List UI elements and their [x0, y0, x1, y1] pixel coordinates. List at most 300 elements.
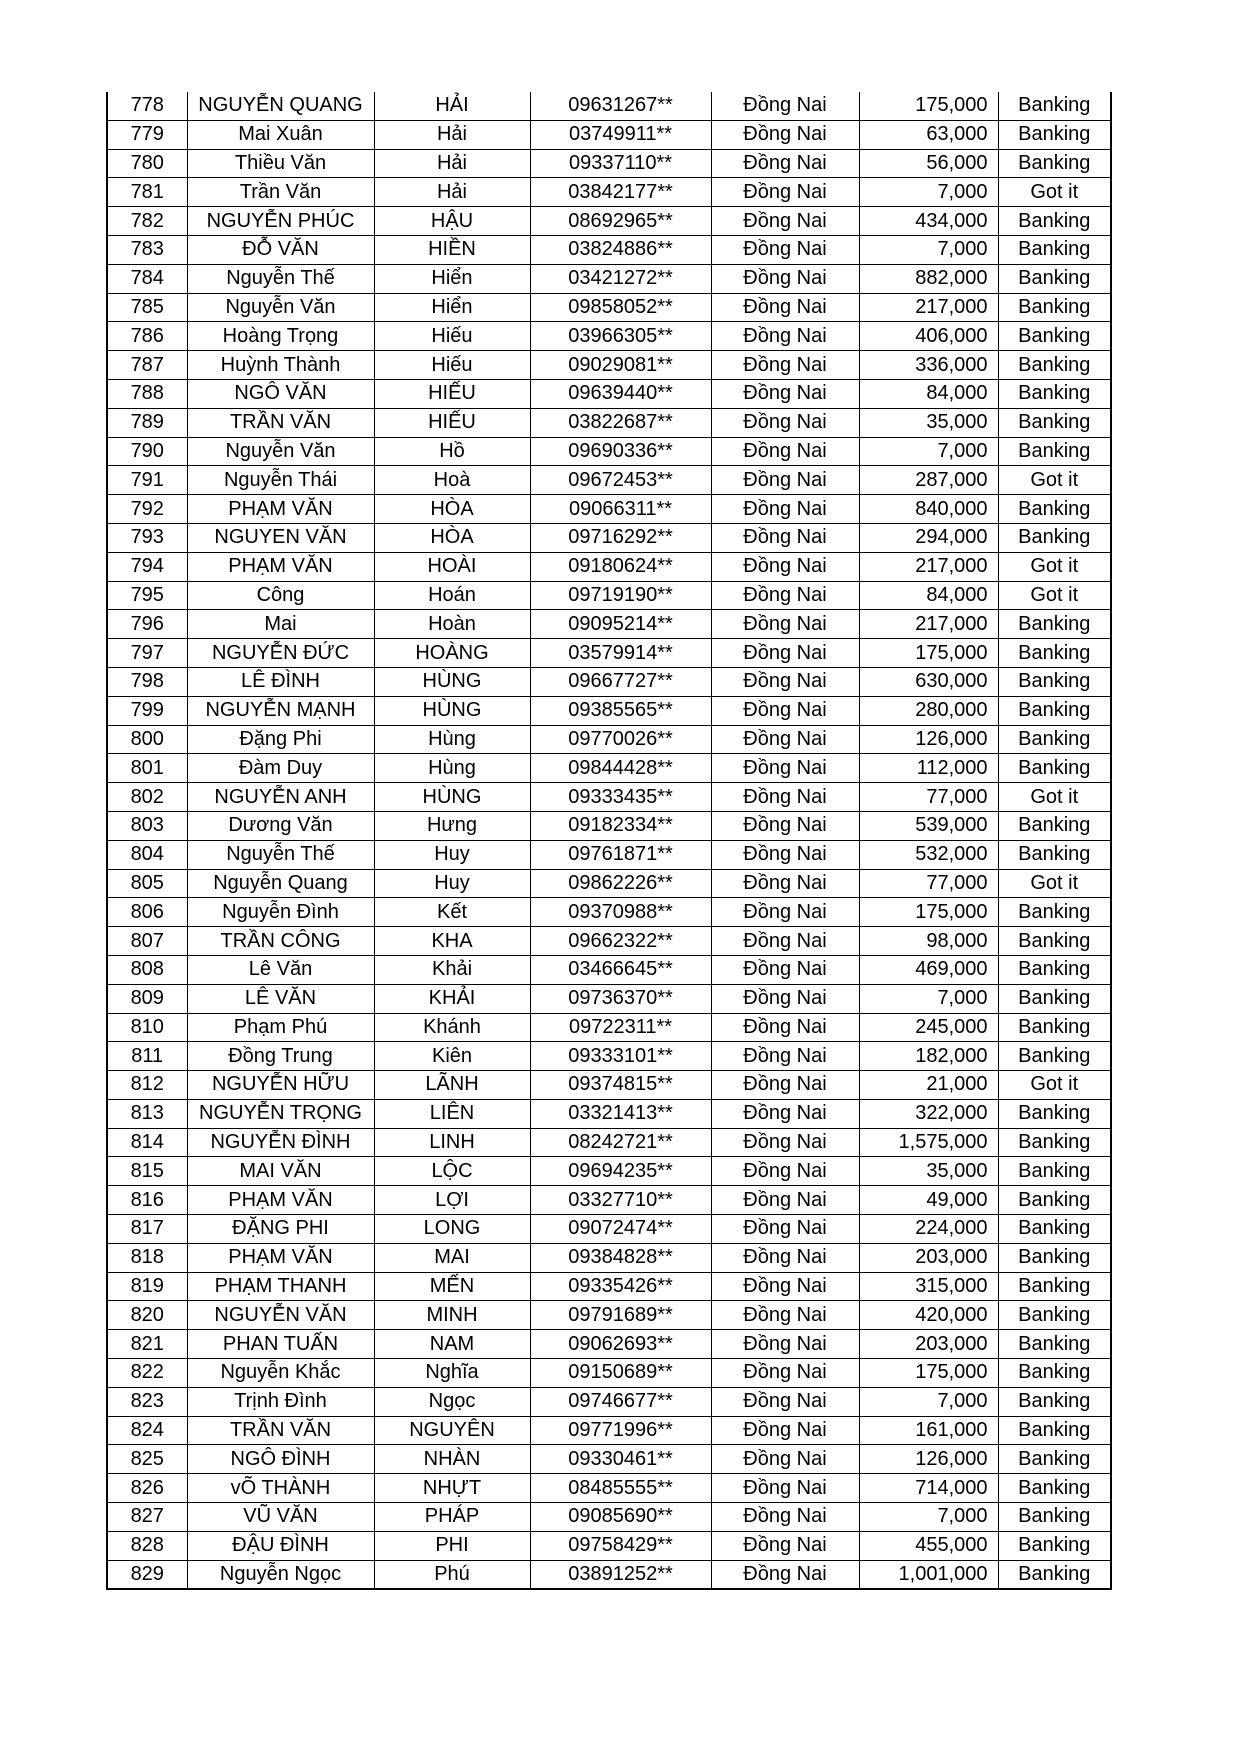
- table-row: [107, 379, 1111, 408]
- table-row: [107, 1215, 1111, 1244]
- cell-province: Đồng Nai: [711, 1416, 859, 1445]
- cell-method: Banking: [998, 322, 1111, 351]
- cell-amount: 840,000: [859, 495, 998, 524]
- cell-method: Banking: [998, 725, 1111, 754]
- cell-phone: 09662322**: [530, 927, 711, 956]
- table-row: [107, 1330, 1111, 1359]
- cell-stt: 818: [107, 1243, 187, 1272]
- cell-phone: 09722311**: [530, 1013, 711, 1042]
- cell-given-name: Huy: [374, 869, 530, 898]
- cell-phone: 09770026**: [530, 725, 711, 754]
- cell-method: Got it: [998, 783, 1111, 812]
- cell-province: Đồng Nai: [711, 351, 859, 380]
- cell-province: Đồng Nai: [711, 1215, 859, 1244]
- cell-method: Banking: [998, 437, 1111, 466]
- cell-method: Banking: [998, 1099, 1111, 1128]
- cell-stt: 798: [107, 667, 187, 696]
- table-row: [107, 610, 1111, 639]
- cell-method: Banking: [998, 984, 1111, 1013]
- cell-surname: TRẦN VĂN: [187, 1416, 374, 1445]
- cell-given-name: Khải: [374, 955, 530, 984]
- cell-surname: VŨ VĂN: [187, 1503, 374, 1532]
- cell-phone: 09384828**: [530, 1243, 711, 1272]
- table-row: [107, 811, 1111, 840]
- cell-surname: Mai Xuân: [187, 120, 374, 149]
- cell-given-name: Huy: [374, 840, 530, 869]
- cell-method: Got it: [998, 869, 1111, 898]
- cell-stt: 817: [107, 1215, 187, 1244]
- cell-stt: 808: [107, 955, 187, 984]
- cell-method: Banking: [998, 523, 1111, 552]
- cell-stt: 786: [107, 322, 187, 351]
- cell-surname: Nguyễn Văn: [187, 437, 374, 466]
- table-row: [107, 235, 1111, 264]
- cell-phone: 09694235**: [530, 1157, 711, 1186]
- table-row: [107, 1157, 1111, 1186]
- cell-method: Got it: [998, 178, 1111, 207]
- cell-amount: 1,001,000: [859, 1560, 998, 1589]
- cell-amount: 7,000: [859, 1503, 998, 1532]
- cell-stt: 820: [107, 1301, 187, 1330]
- cell-method: Banking: [998, 639, 1111, 668]
- table-row: [107, 955, 1111, 984]
- cell-surname: LÊ VĂN: [187, 984, 374, 1013]
- cell-province: Đồng Nai: [711, 264, 859, 293]
- cell-phone: 03822687**: [530, 408, 711, 437]
- cell-stt: 822: [107, 1359, 187, 1388]
- cell-province: Đồng Nai: [711, 552, 859, 581]
- cell-given-name: Hiếu: [374, 322, 530, 351]
- cell-stt: 804: [107, 840, 187, 869]
- cell-amount: 406,000: [859, 322, 998, 351]
- cell-amount: 1,575,000: [859, 1128, 998, 1157]
- cell-amount: 322,000: [859, 1099, 998, 1128]
- cell-surname: TRẦN VĂN: [187, 408, 374, 437]
- cell-phone: 08692965**: [530, 207, 711, 236]
- cell-phone: 09716292**: [530, 523, 711, 552]
- cell-phone: 09667727**: [530, 667, 711, 696]
- cell-amount: 49,000: [859, 1186, 998, 1215]
- cell-phone: 09719190**: [530, 581, 711, 610]
- cell-amount: 630,000: [859, 667, 998, 696]
- cell-province: Đồng Nai: [711, 955, 859, 984]
- cell-province: Đồng Nai: [711, 1013, 859, 1042]
- cell-phone: 09029081**: [530, 351, 711, 380]
- table-row: [107, 1272, 1111, 1301]
- cell-province: Đồng Nai: [711, 1330, 859, 1359]
- cell-method: Banking: [998, 667, 1111, 696]
- cell-phone: 09758429**: [530, 1531, 711, 1560]
- cell-province: Đồng Nai: [711, 1531, 859, 1560]
- cell-surname: ĐỖ VĂN: [187, 235, 374, 264]
- cell-given-name: Kiên: [374, 1042, 530, 1071]
- cell-method: Banking: [998, 955, 1111, 984]
- cell-given-name: NAM: [374, 1330, 530, 1359]
- cell-amount: 7,000: [859, 1387, 998, 1416]
- cell-amount: 714,000: [859, 1474, 998, 1503]
- cell-province: Đồng Nai: [711, 322, 859, 351]
- cell-surname: NGUYỄN TRỌNG: [187, 1099, 374, 1128]
- cell-surname: MAI VĂN: [187, 1157, 374, 1186]
- cell-surname: Nguyễn Văn: [187, 293, 374, 322]
- cell-method: Banking: [998, 293, 1111, 322]
- cell-province: Đồng Nai: [711, 1359, 859, 1388]
- cell-province: Đồng Nai: [711, 667, 859, 696]
- cell-given-name: KHA: [374, 927, 530, 956]
- cell-amount: 7,000: [859, 984, 998, 1013]
- cell-province: Đồng Nai: [711, 523, 859, 552]
- cell-method: Banking: [998, 898, 1111, 927]
- cell-stt: 811: [107, 1042, 187, 1071]
- cell-method: Banking: [998, 1330, 1111, 1359]
- cell-province: Đồng Nai: [711, 149, 859, 178]
- cell-surname: Nguyễn Thái: [187, 466, 374, 495]
- cell-surname: Đồng Trung: [187, 1042, 374, 1071]
- cell-method: Banking: [998, 1186, 1111, 1215]
- cell-given-name: LONG: [374, 1215, 530, 1244]
- table-row: [107, 1071, 1111, 1100]
- cell-amount: 203,000: [859, 1243, 998, 1272]
- cell-stt: 828: [107, 1531, 187, 1560]
- cell-given-name: Kết: [374, 898, 530, 927]
- cell-amount: 77,000: [859, 869, 998, 898]
- cell-given-name: HIỀN: [374, 235, 530, 264]
- cell-stt: 821: [107, 1330, 187, 1359]
- cell-surname: vÕ THÀNH: [187, 1474, 374, 1503]
- cell-phone: 09095214**: [530, 610, 711, 639]
- table-row: [107, 783, 1111, 812]
- cell-surname: PHAN TUẤN: [187, 1330, 374, 1359]
- cell-given-name: Hiển: [374, 264, 530, 293]
- cell-given-name: HÙNG: [374, 783, 530, 812]
- cell-stt: 810: [107, 1013, 187, 1042]
- cell-given-name: HIẾU: [374, 379, 530, 408]
- table-row: [107, 1560, 1111, 1589]
- cell-method: Banking: [998, 1272, 1111, 1301]
- cell-method: Banking: [998, 811, 1111, 840]
- cell-province: Đồng Nai: [711, 1157, 859, 1186]
- cell-stt: 792: [107, 495, 187, 524]
- cell-surname: Mai: [187, 610, 374, 639]
- cell-stt: 815: [107, 1157, 187, 1186]
- cell-phone: 03321413**: [530, 1099, 711, 1128]
- table-row: [107, 927, 1111, 956]
- cell-amount: 175,000: [859, 639, 998, 668]
- cell-stt: 780: [107, 149, 187, 178]
- cell-stt: 793: [107, 523, 187, 552]
- cell-phone: 09062693**: [530, 1330, 711, 1359]
- table-row: [107, 293, 1111, 322]
- table-row: [107, 322, 1111, 351]
- cell-province: Đồng Nai: [711, 1387, 859, 1416]
- cell-amount: 175,000: [859, 92, 998, 120]
- cell-method: Banking: [998, 754, 1111, 783]
- cell-method: Banking: [998, 495, 1111, 524]
- cell-phone: 03891252**: [530, 1560, 711, 1589]
- table-row: [107, 898, 1111, 927]
- cell-given-name: NGUYÊN: [374, 1416, 530, 1445]
- cell-given-name: HÙNG: [374, 667, 530, 696]
- cell-phone: 09631267**: [530, 92, 711, 120]
- cell-amount: 98,000: [859, 927, 998, 956]
- table-row: [107, 1128, 1111, 1157]
- cell-surname: NGUYỄN HỮU: [187, 1071, 374, 1100]
- cell-province: Đồng Nai: [711, 178, 859, 207]
- cell-method: Banking: [998, 610, 1111, 639]
- cell-amount: 56,000: [859, 149, 998, 178]
- table-row: [107, 639, 1111, 668]
- cell-given-name: HOÀNG: [374, 639, 530, 668]
- cell-method: Banking: [998, 927, 1111, 956]
- cell-amount: 336,000: [859, 351, 998, 380]
- recipient-table: [106, 92, 1112, 1590]
- cell-surname: PHẠM VĂN: [187, 1186, 374, 1215]
- cell-method: Banking: [998, 1042, 1111, 1071]
- cell-amount: 126,000: [859, 1445, 998, 1474]
- cell-province: Đồng Nai: [711, 1099, 859, 1128]
- cell-stt: 779: [107, 120, 187, 149]
- cell-method: Got it: [998, 466, 1111, 495]
- cell-method: Got it: [998, 1071, 1111, 1100]
- cell-phone: 08485555**: [530, 1474, 711, 1503]
- table-row: [107, 1301, 1111, 1330]
- cell-surname: LÊ ĐÌNH: [187, 667, 374, 696]
- cell-method: Banking: [998, 207, 1111, 236]
- cell-given-name: HÒA: [374, 523, 530, 552]
- cell-method: Banking: [998, 149, 1111, 178]
- cell-phone: 09335426**: [530, 1272, 711, 1301]
- cell-province: Đồng Nai: [711, 495, 859, 524]
- cell-stt: 805: [107, 869, 187, 898]
- table-row: [107, 466, 1111, 495]
- cell-phone: 09791689**: [530, 1301, 711, 1330]
- table-row: [107, 1186, 1111, 1215]
- cell-province: Đồng Nai: [711, 379, 859, 408]
- cell-surname: NGUYỄN MẠNH: [187, 696, 374, 725]
- cell-surname: NGUYỄN VĂN: [187, 1301, 374, 1330]
- cell-given-name: LIÊN: [374, 1099, 530, 1128]
- cell-phone: 09333435**: [530, 783, 711, 812]
- cell-phone: 09150689**: [530, 1359, 711, 1388]
- cell-method: Banking: [998, 1359, 1111, 1388]
- cell-phone: 09072474**: [530, 1215, 711, 1244]
- cell-amount: 224,000: [859, 1215, 998, 1244]
- cell-stt: 784: [107, 264, 187, 293]
- cell-province: Đồng Nai: [711, 610, 859, 639]
- cell-given-name: Ngọc: [374, 1387, 530, 1416]
- cell-amount: 182,000: [859, 1042, 998, 1071]
- cell-amount: 280,000: [859, 696, 998, 725]
- cell-method: Banking: [998, 1243, 1111, 1272]
- cell-province: Đồng Nai: [711, 840, 859, 869]
- cell-given-name: Hồ: [374, 437, 530, 466]
- cell-stt: 802: [107, 783, 187, 812]
- cell-method: Banking: [998, 696, 1111, 725]
- cell-stt: 794: [107, 552, 187, 581]
- cell-province: Đồng Nai: [711, 1503, 859, 1532]
- cell-stt: 778: [107, 92, 187, 120]
- cell-given-name: LỘC: [374, 1157, 530, 1186]
- cell-method: Banking: [998, 379, 1111, 408]
- cell-given-name: Phú: [374, 1560, 530, 1589]
- table-row: [107, 1416, 1111, 1445]
- cell-amount: 532,000: [859, 840, 998, 869]
- cell-given-name: Hoàn: [374, 610, 530, 639]
- cell-province: Đồng Nai: [711, 235, 859, 264]
- cell-given-name: LINH: [374, 1128, 530, 1157]
- table-row: [107, 495, 1111, 524]
- cell-stt: 797: [107, 639, 187, 668]
- cell-stt: 800: [107, 725, 187, 754]
- cell-phone: 03466645**: [530, 955, 711, 984]
- cell-phone: 09746677**: [530, 1387, 711, 1416]
- cell-stt: 803: [107, 811, 187, 840]
- cell-given-name: Hải: [374, 178, 530, 207]
- cell-method: Banking: [998, 264, 1111, 293]
- cell-given-name: MẾN: [374, 1272, 530, 1301]
- cell-stt: 812: [107, 1071, 187, 1100]
- cell-stt: 783: [107, 235, 187, 264]
- cell-amount: 175,000: [859, 1359, 998, 1388]
- cell-surname: Công: [187, 581, 374, 610]
- cell-given-name: Hiển: [374, 293, 530, 322]
- cell-province: Đồng Nai: [711, 120, 859, 149]
- cell-stt: 801: [107, 754, 187, 783]
- cell-given-name: NHỰT: [374, 1474, 530, 1503]
- cell-surname: Đặng Phi: [187, 725, 374, 754]
- cell-given-name: PHÁP: [374, 1503, 530, 1532]
- table-row: [107, 1531, 1111, 1560]
- cell-province: Đồng Nai: [711, 811, 859, 840]
- cell-phone: 09085690**: [530, 1503, 711, 1532]
- cell-given-name: LÃNH: [374, 1071, 530, 1100]
- cell-amount: 7,000: [859, 235, 998, 264]
- cell-stt: 823: [107, 1387, 187, 1416]
- cell-surname: Nguyễn Thế: [187, 264, 374, 293]
- table-row: [107, 1503, 1111, 1532]
- cell-province: Đồng Nai: [711, 293, 859, 322]
- cell-amount: 420,000: [859, 1301, 998, 1330]
- cell-method: Banking: [998, 235, 1111, 264]
- cell-given-name: Hùng: [374, 754, 530, 783]
- table-row: [107, 1445, 1111, 1474]
- cell-amount: 539,000: [859, 811, 998, 840]
- cell-stt: 796: [107, 610, 187, 639]
- cell-stt: 816: [107, 1186, 187, 1215]
- cell-amount: 21,000: [859, 1071, 998, 1100]
- cell-surname: PHẠM THANH: [187, 1272, 374, 1301]
- cell-given-name: HIẾU: [374, 408, 530, 437]
- cell-province: Đồng Nai: [711, 898, 859, 927]
- cell-surname: Nguyễn Thế: [187, 840, 374, 869]
- table-row: [107, 437, 1111, 466]
- cell-surname: Nguyễn Quang: [187, 869, 374, 898]
- cell-amount: 84,000: [859, 379, 998, 408]
- cell-province: Đồng Nai: [711, 1186, 859, 1215]
- cell-province: Đồng Nai: [711, 1560, 859, 1589]
- cell-given-name: Hiếu: [374, 351, 530, 380]
- cell-given-name: LỢI: [374, 1186, 530, 1215]
- cell-surname: NGUYỄN ĐỨC: [187, 639, 374, 668]
- cell-phone: 03749911**: [530, 120, 711, 149]
- cell-phone: 09180624**: [530, 552, 711, 581]
- cell-given-name: MAI: [374, 1243, 530, 1272]
- cell-method: Banking: [998, 1157, 1111, 1186]
- cell-surname: ĐẶNG PHI: [187, 1215, 374, 1244]
- cell-amount: 203,000: [859, 1330, 998, 1359]
- cell-surname: NGÔ ĐÌNH: [187, 1445, 374, 1474]
- table-row: [107, 1243, 1111, 1272]
- cell-amount: 112,000: [859, 754, 998, 783]
- cell-method: Banking: [998, 840, 1111, 869]
- cell-province: Đồng Nai: [711, 408, 859, 437]
- cell-given-name: HÙNG: [374, 696, 530, 725]
- cell-method: Banking: [998, 1215, 1111, 1244]
- cell-method: Banking: [998, 1301, 1111, 1330]
- cell-phone: 03579914**: [530, 639, 711, 668]
- table-row: [107, 696, 1111, 725]
- cell-surname: NGUYỄN PHÚC: [187, 207, 374, 236]
- cell-surname: PHẠM VĂN: [187, 495, 374, 524]
- cell-method: Banking: [998, 408, 1111, 437]
- table-row: [107, 840, 1111, 869]
- cell-given-name: Hoà: [374, 466, 530, 495]
- cell-stt: 819: [107, 1272, 187, 1301]
- cell-amount: 7,000: [859, 437, 998, 466]
- cell-method: Banking: [998, 1416, 1111, 1445]
- cell-amount: 455,000: [859, 1531, 998, 1560]
- cell-method: Banking: [998, 1387, 1111, 1416]
- cell-stt: 790: [107, 437, 187, 466]
- cell-phone: 09333101**: [530, 1042, 711, 1071]
- table-row: [107, 207, 1111, 236]
- cell-phone: 09370988**: [530, 898, 711, 927]
- table-row: [107, 1013, 1111, 1042]
- cell-amount: 315,000: [859, 1272, 998, 1301]
- cell-surname: Nguyễn Ngọc: [187, 1560, 374, 1589]
- cell-province: Đồng Nai: [711, 984, 859, 1013]
- cell-given-name: Hoán: [374, 581, 530, 610]
- cell-phone: 09374815**: [530, 1071, 711, 1100]
- cell-given-name: Nghĩa: [374, 1359, 530, 1388]
- cell-surname: Lê Văn: [187, 955, 374, 984]
- cell-phone: 09771996**: [530, 1416, 711, 1445]
- cell-stt: 799: [107, 696, 187, 725]
- table-row: [107, 149, 1111, 178]
- cell-surname: Trịnh Đình: [187, 1387, 374, 1416]
- table-row: [107, 869, 1111, 898]
- cell-phone: 03421272**: [530, 264, 711, 293]
- cell-province: Đồng Nai: [711, 1243, 859, 1272]
- cell-phone: 09736370**: [530, 984, 711, 1013]
- cell-amount: 175,000: [859, 898, 998, 927]
- cell-province: Đồng Nai: [711, 696, 859, 725]
- cell-method: Banking: [998, 1531, 1111, 1560]
- cell-surname: PHẠM VĂN: [187, 1243, 374, 1272]
- cell-stt: 782: [107, 207, 187, 236]
- cell-stt: 829: [107, 1560, 187, 1589]
- cell-province: Đồng Nai: [711, 207, 859, 236]
- cell-stt: 806: [107, 898, 187, 927]
- cell-method: Banking: [998, 1560, 1111, 1589]
- cell-stt: 807: [107, 927, 187, 956]
- cell-amount: 882,000: [859, 264, 998, 293]
- cell-surname: ĐẬU ĐÌNH: [187, 1531, 374, 1560]
- cell-given-name: Hưng: [374, 811, 530, 840]
- cell-given-name: Hùng: [374, 725, 530, 754]
- cell-stt: 814: [107, 1128, 187, 1157]
- cell-surname: NGUYỄN QUANG: [187, 92, 374, 120]
